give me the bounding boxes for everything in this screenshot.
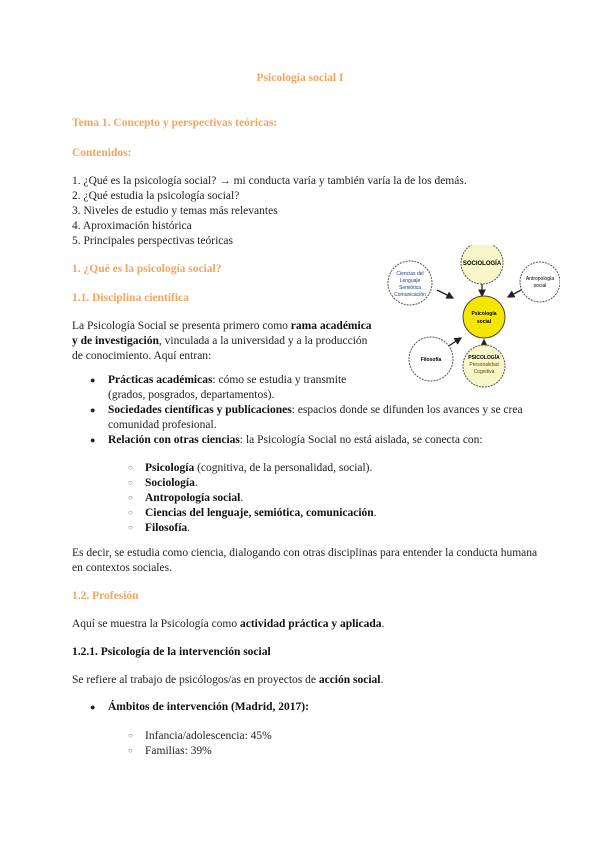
sub-item: Sociología.	[145, 477, 198, 489]
section-1-heading: 1. ¿Qué es la psicología social?	[72, 263, 222, 275]
node-filosofia	[409, 337, 453, 381]
section-1-1-heading: 1.1. Disciplina científica	[72, 292, 189, 304]
sub-item: Filosofía.	[145, 522, 191, 534]
intro-line: La Psicología Social se presenta primero como rama académica	[72, 320, 372, 332]
intro-line: de conocimiento. Aquí entran:	[72, 350, 212, 362]
contenidos-heading: Contenidos:	[72, 147, 132, 159]
bullet-cont: (grados, posgrados, departamentos).	[108, 389, 275, 401]
contenido-item: 3. Niveles de estudio y temas más relevantes	[72, 205, 278, 217]
node-ciencias	[388, 261, 432, 305]
circle-bullet-icon: ○	[128, 746, 133, 755]
svg-text:Filosofía: Filosofía	[420, 357, 442, 363]
bullet-cont: comunidad profesional.	[108, 419, 217, 431]
bullet-item: Relación con otras ciencias: la Psicología Social no está aislada, se conecta con:	[108, 434, 483, 446]
section-1-2-heading: 1.2. Profesión	[72, 590, 139, 602]
svg-text:Psicologíasocial: Psicología social	[471, 311, 497, 325]
circle-bullet-icon: ○	[128, 493, 133, 502]
bullet-item: Sociedades científicas y publicaciones: espacios donde se difunden los avances y se crea	[108, 404, 523, 416]
bullet-item: Prácticas académicas: cómo se estudia y transmite	[108, 374, 347, 386]
intro-line: y de investigación, vinculada a la universidad y a la producción	[72, 335, 368, 347]
tema-heading: Tema 1. Concepto y perspectivas teóricas:	[72, 117, 278, 129]
bullet-icon: ●	[90, 375, 96, 385]
node-psicologia	[463, 345, 505, 387]
svg-text:SOCIOLOGÍA: SOCIOLOGÍA	[462, 261, 502, 267]
bullet-icon: ●	[90, 702, 96, 712]
node-sociologia	[461, 245, 503, 284]
ambito-item: Infancia/adolescencia: 45%	[145, 730, 272, 742]
document-title: Psicología social I	[256, 72, 344, 84]
bullet-icon: ●	[90, 405, 96, 415]
summary-line: Es decir, se estudia como ciencia, dialogando con otras disciplinas para entender la conducta humana	[72, 547, 538, 559]
refiere-line: Se refiere al trabajo de psicólogos/as en proyectos de acción social.	[72, 674, 384, 686]
sub-item: Psicología (cognitiva, de la personalidad, social).	[145, 462, 373, 474]
circle-bullet-icon: ○	[128, 523, 133, 532]
summary-line: en contextos sociales.	[72, 562, 172, 574]
contenido-item: 5. Principales perspectivas teóricas	[72, 235, 233, 247]
aqui-line: Aquí se muestra la Psicología como actividad práctica y aplicada.	[72, 618, 385, 630]
circle-bullet-icon: ○	[128, 478, 133, 487]
contenido-item: 4. Aproximación histórica	[72, 220, 192, 232]
ambito-item: Familias: 39%	[145, 745, 212, 757]
circle-bullet-icon: ○	[128, 731, 133, 740]
circle-bullet-icon: ○	[128, 508, 133, 517]
node-psicologia-social	[463, 296, 505, 338]
contenido-item: 2. ¿Qué estudia la psicología social?	[72, 190, 240, 202]
contenido-item: 1. ¿Qué es la psicología social? → mi conducta varía y también varía la de los demás.	[72, 175, 467, 187]
sub-item: Ciencias del lenguaje, semiótica, comunicación.	[145, 507, 377, 519]
ambitos-heading: Ámbitos de intervención (Madrid, 2017):	[108, 701, 309, 713]
circle-bullet-icon: ○	[128, 463, 133, 472]
svg-text:Ciencias delLenguajeSemióticaC: Ciencias del Lenguaje Semiótica Comunicación	[394, 271, 426, 298]
disciplines-diagram	[360, 245, 560, 395]
bullet-icon: ●	[90, 435, 96, 445]
sub-item: Antropología social.	[145, 492, 244, 504]
svg-text:PSICOLOGÍAPersonalidadCognitiv: PSICOLOGÍA Personalidad Cognitiva	[468, 355, 500, 375]
node-antropologia	[520, 262, 560, 302]
svg-text:Antropologíasocial: Antropología social	[525, 276, 555, 289]
section-1-2-1-heading: 1.2.1. Psicología de la intervención social	[72, 646, 271, 658]
